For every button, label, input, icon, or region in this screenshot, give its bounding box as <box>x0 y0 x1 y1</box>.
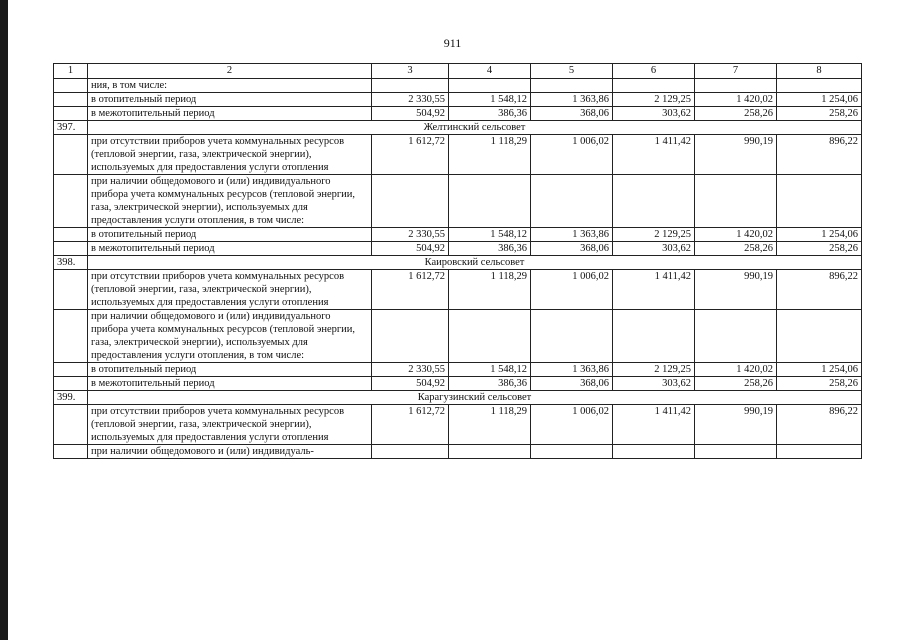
empty-cell <box>531 310 613 363</box>
value-cell: 258,26 <box>777 377 862 391</box>
row-number: 398. <box>54 256 88 270</box>
table-row <box>54 107 862 121</box>
value-cell: 1 411,42 <box>613 270 695 310</box>
table-row <box>54 79 862 93</box>
value-cell: 896,22 <box>777 270 862 310</box>
row-number-empty <box>54 242 88 256</box>
empty-cell <box>695 79 777 93</box>
row-description: при отсутствии приборов учета коммунальных ресурсов (тепловой энергии, газа, электрической энергии), используемых для предоставления услуги отопления <box>88 135 372 175</box>
section-title: Каировский сельсовет <box>88 256 862 270</box>
header-cell: 7 <box>695 64 777 79</box>
value-cell: 990,19 <box>695 135 777 175</box>
value-cell: 1 363,86 <box>531 93 613 107</box>
value-cell: 896,22 <box>777 405 862 445</box>
value-cell: 504,92 <box>372 377 449 391</box>
value-cell: 2 129,25 <box>613 363 695 377</box>
table-header-row <box>54 64 862 79</box>
value-cell: 504,92 <box>372 107 449 121</box>
value-cell: 258,26 <box>777 107 862 121</box>
row-description: в межотопительный период <box>88 107 372 121</box>
value-cell: 990,19 <box>695 270 777 310</box>
value-cell: 368,06 <box>531 107 613 121</box>
row-number-empty <box>54 135 88 175</box>
row-number: 397. <box>54 121 88 135</box>
empty-cell <box>449 445 531 459</box>
header-cell: 3 <box>372 64 449 79</box>
value-cell: 504,92 <box>372 242 449 256</box>
row-number-empty <box>54 405 88 445</box>
value-cell: 368,06 <box>531 377 613 391</box>
section-row <box>54 256 862 270</box>
empty-cell <box>613 310 695 363</box>
header-cell: 8 <box>777 64 862 79</box>
value-cell: 1 548,12 <box>449 228 531 242</box>
value-cell: 1 254,06 <box>777 93 862 107</box>
row-description: в отопительный период <box>88 363 372 377</box>
table-row <box>54 228 862 242</box>
row-number-empty <box>54 310 88 363</box>
row-description: при отсутствии приборов учета коммунальных ресурсов (тепловой энергии, газа, электрической энергии), используемых для предоставления услуги отопления <box>88 270 372 310</box>
value-cell: 1 612,72 <box>372 270 449 310</box>
table-row <box>54 445 862 459</box>
table-row <box>54 270 862 310</box>
value-cell: 1 420,02 <box>695 93 777 107</box>
empty-cell <box>531 79 613 93</box>
row-description: при отсутствии приборов учета коммунальных ресурсов (тепловой энергии, газа, электрической энергии), используемых для предоставления услуги отопления <box>88 405 372 445</box>
value-cell: 1 411,42 <box>613 135 695 175</box>
value-cell: 1 612,72 <box>372 405 449 445</box>
value-cell: 1 363,86 <box>531 228 613 242</box>
value-cell: 1 118,29 <box>449 270 531 310</box>
empty-cell <box>777 79 862 93</box>
header-cell: 1 <box>54 64 88 79</box>
header-cell: 2 <box>88 64 372 79</box>
section-title: Желтинский сельсовет <box>88 121 862 135</box>
scan-left-edge-bar <box>0 0 8 640</box>
empty-cell <box>449 79 531 93</box>
value-cell: 1 411,42 <box>613 405 695 445</box>
empty-cell <box>777 445 862 459</box>
row-number-empty <box>54 377 88 391</box>
value-cell: 368,06 <box>531 242 613 256</box>
empty-cell <box>531 175 613 228</box>
value-cell: 1 363,86 <box>531 363 613 377</box>
row-description: в межотопительный период <box>88 242 372 256</box>
row-description: в отопительный период <box>88 93 372 107</box>
value-cell: 1 548,12 <box>449 363 531 377</box>
header-cell: 6 <box>613 64 695 79</box>
empty-cell <box>695 445 777 459</box>
value-cell: 1 420,02 <box>695 363 777 377</box>
empty-cell <box>777 175 862 228</box>
tariff-table <box>53 63 862 459</box>
table-row <box>54 175 862 228</box>
value-cell: 303,62 <box>613 242 695 256</box>
table-body <box>54 64 862 459</box>
value-cell: 386,36 <box>449 107 531 121</box>
row-description: в межотопительный период <box>88 377 372 391</box>
empty-cell <box>372 445 449 459</box>
table-row <box>54 363 862 377</box>
empty-cell <box>531 445 613 459</box>
row-number-empty <box>54 363 88 377</box>
value-cell: 1 254,06 <box>777 363 862 377</box>
value-cell: 1 006,02 <box>531 135 613 175</box>
empty-cell <box>372 310 449 363</box>
value-cell: 990,19 <box>695 405 777 445</box>
row-number-empty <box>54 270 88 310</box>
value-cell: 258,26 <box>777 242 862 256</box>
empty-cell <box>613 175 695 228</box>
value-cell: 2 330,55 <box>372 93 449 107</box>
row-description: в отопительный период <box>88 228 372 242</box>
value-cell: 386,36 <box>449 242 531 256</box>
empty-cell <box>449 175 531 228</box>
value-cell: 1 254,06 <box>777 228 862 242</box>
row-number-empty <box>54 79 88 93</box>
page-number: 911 <box>443 36 462 50</box>
value-cell: 1 118,29 <box>449 135 531 175</box>
empty-cell <box>695 175 777 228</box>
empty-cell <box>777 310 862 363</box>
value-cell: 896,22 <box>777 135 862 175</box>
row-description: при наличии общедомового и (или) индивидуаль- <box>88 445 372 459</box>
table-row <box>54 405 862 445</box>
table-row <box>54 135 862 175</box>
row-description: при наличии общедомового и (или) индивидуального прибора учета коммунальных ресурсов (тепловой энергии, газа, электрической энергии), используемых для предоставления услуги отопления, в том числе: <box>88 175 372 228</box>
table-row <box>54 93 862 107</box>
row-description: ния, в том числе: <box>88 79 372 93</box>
empty-cell <box>449 310 531 363</box>
empty-cell <box>372 79 449 93</box>
header-cell: 4 <box>449 64 531 79</box>
value-cell: 1 548,12 <box>449 93 531 107</box>
table-row <box>54 310 862 363</box>
header-cell: 5 <box>531 64 613 79</box>
value-cell: 1 118,29 <box>449 405 531 445</box>
value-cell: 2 330,55 <box>372 363 449 377</box>
value-cell: 1 612,72 <box>372 135 449 175</box>
value-cell: 303,62 <box>613 377 695 391</box>
value-cell: 1 420,02 <box>695 228 777 242</box>
value-cell: 2 129,25 <box>613 228 695 242</box>
section-row <box>54 391 862 405</box>
row-number: 399. <box>54 391 88 405</box>
value-cell: 2 330,55 <box>372 228 449 242</box>
value-cell: 258,26 <box>695 377 777 391</box>
value-cell: 1 006,02 <box>531 270 613 310</box>
value-cell: 2 129,25 <box>613 93 695 107</box>
row-number-empty <box>54 175 88 228</box>
empty-cell <box>613 445 695 459</box>
empty-cell <box>372 175 449 228</box>
value-cell: 258,26 <box>695 242 777 256</box>
section-row <box>54 121 862 135</box>
row-number-empty <box>54 107 88 121</box>
row-description: при наличии общедомового и (или) индивидуального прибора учета коммунальных ресурсов (тепловой энергии, газа, электрической энергии), используемых для предоставления услуги отопления, в том числе: <box>88 310 372 363</box>
value-cell: 258,26 <box>695 107 777 121</box>
row-number-empty <box>54 228 88 242</box>
value-cell: 386,36 <box>449 377 531 391</box>
value-cell: 303,62 <box>613 107 695 121</box>
empty-cell <box>613 79 695 93</box>
table-row <box>54 377 862 391</box>
section-title: Карагузинский сельсовет <box>88 391 862 405</box>
table-row <box>54 242 862 256</box>
row-number-empty <box>54 445 88 459</box>
value-cell: 1 006,02 <box>531 405 613 445</box>
row-number-empty <box>54 93 88 107</box>
empty-cell <box>695 310 777 363</box>
